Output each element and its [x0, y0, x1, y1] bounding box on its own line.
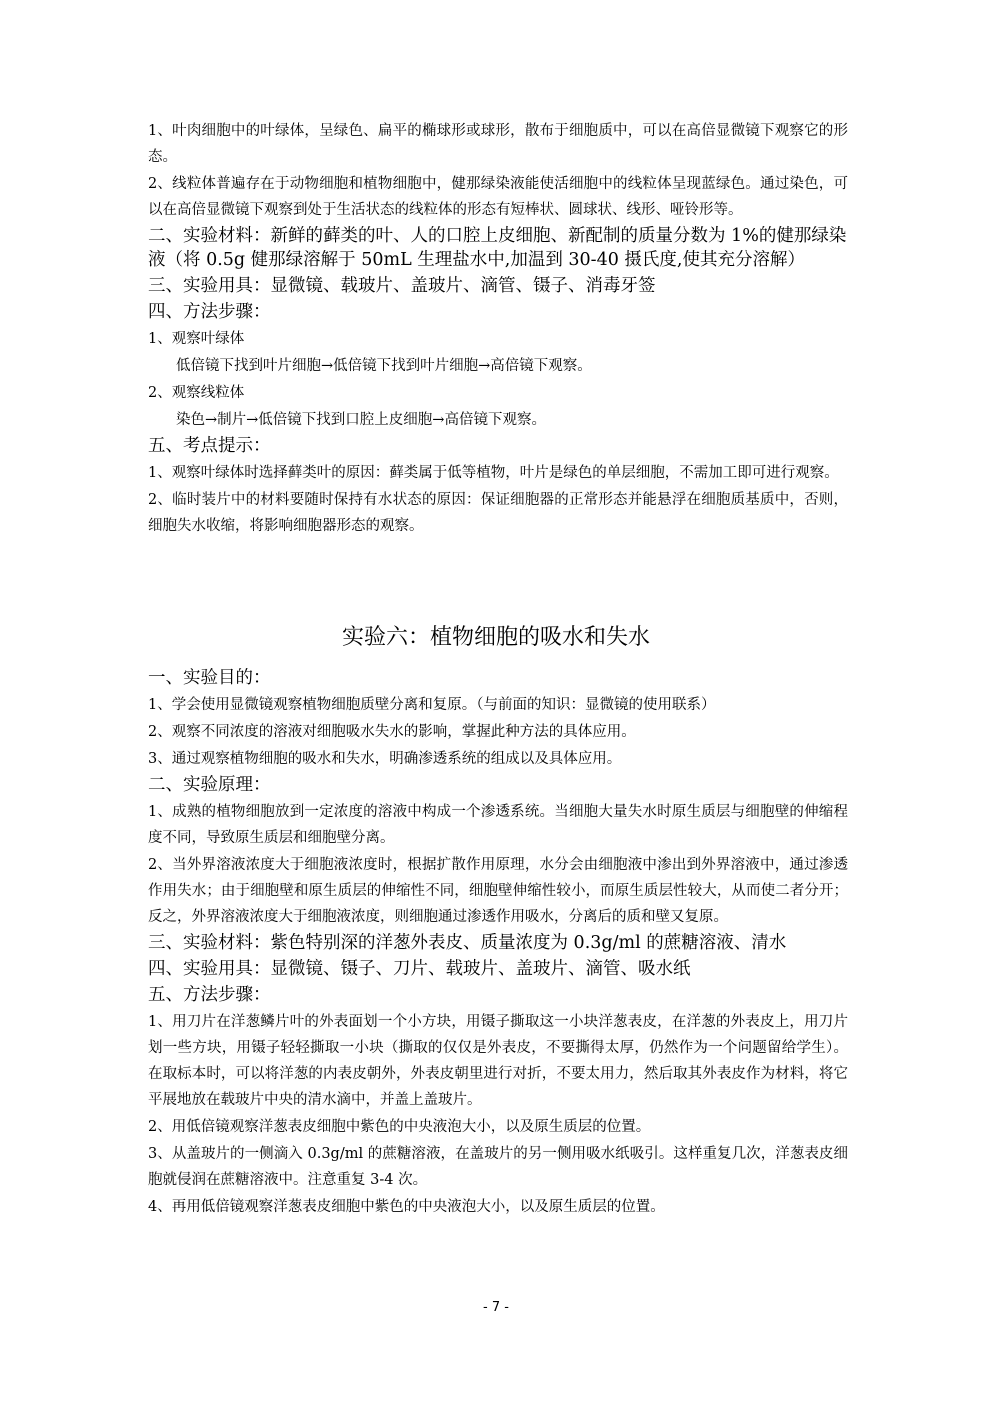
- paragraph: 4、再用低倍镜观察洋葱表皮细胞中紫色的中央液泡大小，以及原生质层的位置。: [148, 1199, 665, 1215]
- section2: [148, 666, 848, 1221]
- paragraph: 1、成熟的植物细胞放到一定浓度的溶液中构成一个渗透系统。当细胞大量失水时原生质层与细胞壁的伸缩程度不同，导致原生质层和细胞壁分离。: [148, 804, 848, 846]
- paragraph: 1、观察叶绿体时选择藓类叶的原因：藓类属于低等植物，叶片是绿色的单层细胞，不需加工即可进行观察。: [148, 465, 839, 481]
- paragraph: 1、学会使用显微镜观察植物细胞质壁分离和复原。（与前面的知识：显微镜的使用联系）: [148, 697, 716, 713]
- paragraph: 2、观察不同浓度的溶液对细胞吸水失水的影响，掌握此种方法的具体应用。: [148, 724, 636, 740]
- heading: 五、方法步骤：: [148, 985, 271, 1005]
- paragraph: 1、观察叶绿体: [148, 331, 245, 347]
- paragraph: 低倍镜下找到叶片细胞→低倍镜下找到叶片细胞→高倍镜下观察。: [176, 358, 592, 374]
- paragraph: 2、线粒体普遍存在于动物细胞和植物细胞中，健那绿染液能使活细胞中的线粒体呈现蓝绿色。通过染色，可以在高倍显微镜下观察到处于生活状态的线粒体的形态有短棒状、圆球状、线形、哑铃形等。: [148, 176, 848, 218]
- section1: [148, 118, 848, 540]
- section-title: 实验六：植物细胞的吸水和失水: [341, 625, 650, 650]
- paragraph: 1、用刀片在洋葱鳞片叶的外表面划一个小方块，用镊子撕取这一小块洋葱表皮，在洋葱的外表皮上，用刀片划一些方块，用镊子轻轻撕取一小块（撕取的仅仅是外表皮，不要撕得太厚，仍然作为一个问题留给学生）。在取标本时，可以将洋葱的内表皮朝外，外表皮朝里进行对折，不要太用力，然后取其外表皮作为材料，将它平展地放在载玻片中央的清水滴中，并盖上盖玻片。: [148, 1014, 848, 1108]
- heading: 四、方法步骤：: [148, 302, 271, 322]
- paragraph: 2、临时装片中的材料要随时保持有水状态的原因：保证细胞器的正常形态并能悬浮在细胞质基质中，否则，细胞失水收缩，将影响细胞器形态的观察。: [148, 492, 848, 534]
- paragraph: 2、当外界溶液浓度大于细胞液浓度时，根据扩散作用原理，水分会由细胞液中渗出到外界溶液中，通过渗透作用失水；由于细胞壁和原生质层的伸缩性不同，细胞壁伸缩性较小，而原生质层性较大，从而使二者分开；反之，外界溶液浓度大于细胞液浓度，则细胞通过渗透作用吸水，分离后的质和壁又复原。: [148, 857, 848, 925]
- paragraph: 1、叶肉细胞中的叶绿体，呈绿色、扁平的椭球形或球形，散布于细胞质中，可以在高倍显微镜下观察它的形态。: [148, 123, 848, 165]
- page-number: - 7 -: [483, 1300, 509, 1315]
- paragraph: 3、通过观察植物细胞的吸水和失水，明确渗透系统的组成以及具体应用。: [148, 751, 622, 767]
- paragraph: 3、从盖玻片的一侧滴入 0.3g/ml 的蔗糖溶液，在盖玻片的另一侧用吸水纸吸引。这样重复几次，洋葱表皮细胞就侵润在蔗糖溶液中。注意重复 3-4 次。: [148, 1146, 848, 1188]
- heading: 四、实验用具：显微镜、镊子、刀片、载玻片、盖玻片、滴管、吸水纸: [148, 959, 691, 979]
- heading: 一、实验目的：: [148, 668, 271, 688]
- heading: 二、实验原理：: [148, 775, 271, 795]
- heading: 五、考点提示：: [148, 436, 271, 456]
- heading: 三、实验用具：显微镜、载玻片、盖玻片、滴管、镊子、消毒牙签: [148, 276, 656, 296]
- paragraph: 2、观察线粒体: [148, 385, 245, 401]
- heading: 二、实验材料：新鲜的藓类的叶、人的口腔上皮细胞、新配制的质量分数为 1%的健那绿染液（将 0.5g 健那绿溶解于 50mL 生理盐水中,加温到 30-40 摄氏度,使其充分溶解）: [148, 226, 847, 270]
- heading: 三、实验材料：紫色特别深的洋葱外表皮、质量浓度为 0.3g/ml 的蔗糖溶液、清水: [148, 933, 787, 953]
- paragraph: 染色→制片→低倍镜下找到口腔上皮细胞→高倍镜下观察。: [176, 412, 546, 428]
- paragraph: 2、用低倍镜观察洋葱表皮细胞中紫色的中央液泡大小，以及原生质层的位置。: [148, 1119, 651, 1135]
